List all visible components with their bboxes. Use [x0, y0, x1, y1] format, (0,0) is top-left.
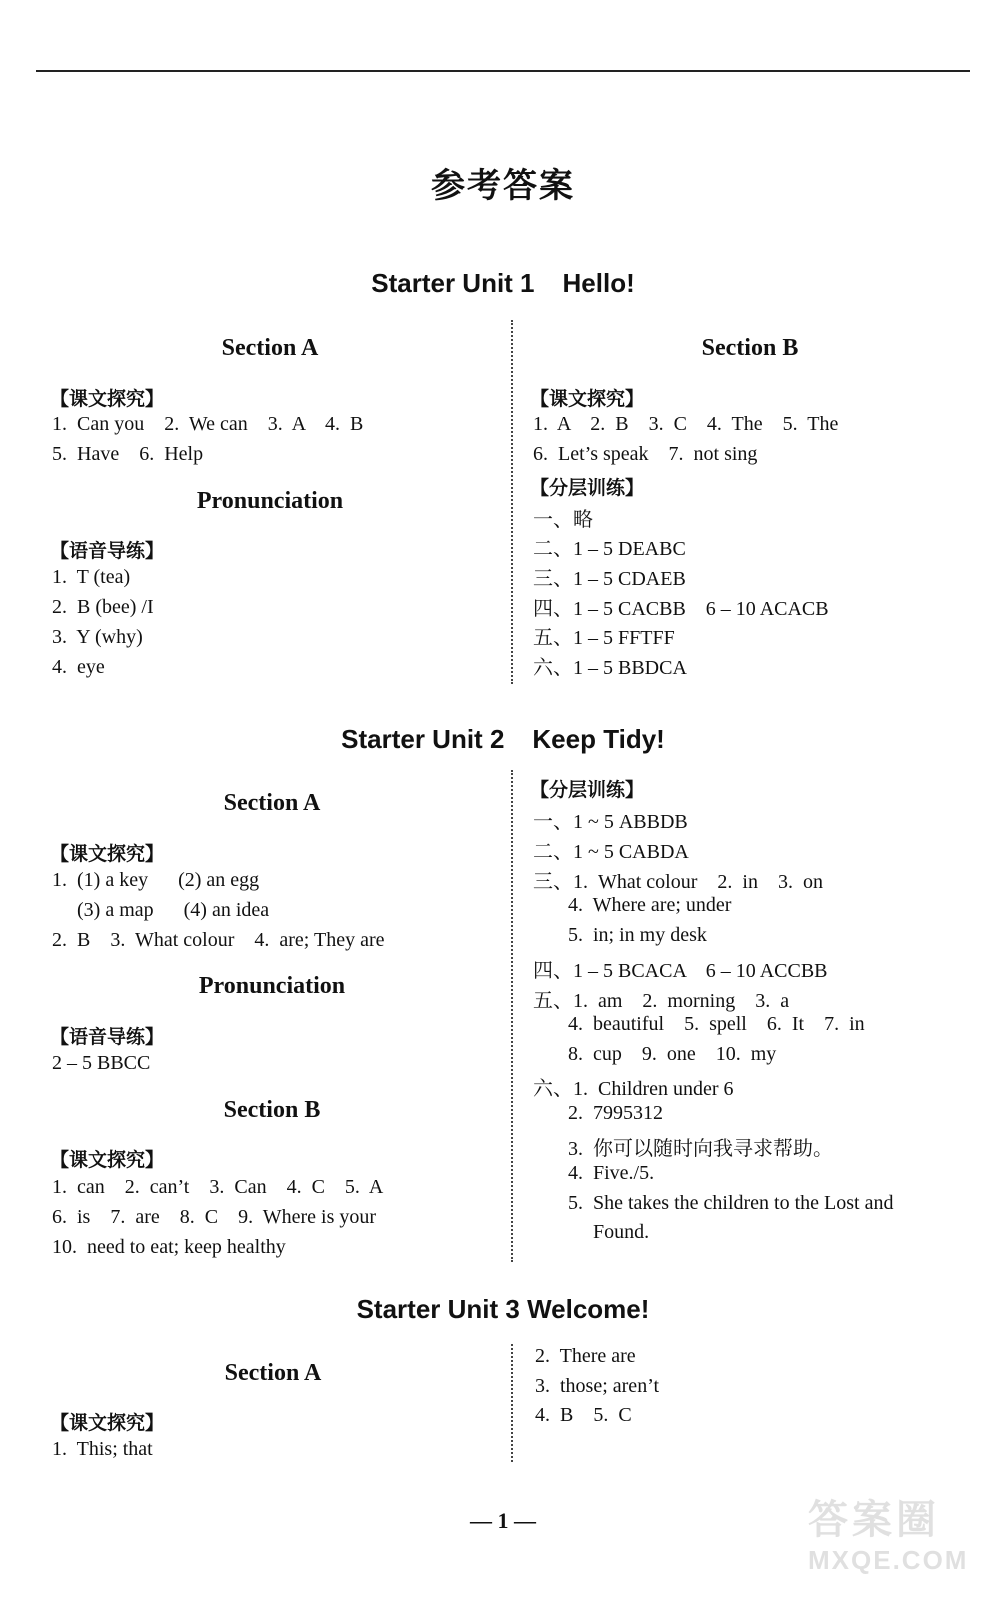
answer-line: 5. She takes the children to the Lost and	[533, 1192, 894, 1214]
answer-line: 2. B (bee) /I	[52, 596, 154, 618]
watermark-url: MXQE.COM	[808, 1545, 969, 1575]
unit1-pronunciation-heading: Pronunciation	[196, 488, 344, 514]
answer-line: 3. 你可以随时向我寻求帮助。	[533, 1138, 833, 1160]
answer-line: 2. There are	[535, 1345, 636, 1367]
unit1-section-b-heading: Section B	[701, 335, 799, 361]
unit2-left-tag-phonetics: 【语音导练】	[50, 1026, 165, 1048]
answer-line: (3) a map (4) an idea	[52, 899, 270, 921]
unit3-title: Starter Unit 3 Welcome!	[356, 1294, 650, 1324]
watermark-logo-text: 答案圈	[808, 1497, 940, 1543]
answer-line: 二、1 ~ 5 CABDA	[533, 841, 689, 863]
unit2-section-b-heading: Section B	[223, 1097, 321, 1123]
unit2-section-a-heading: Section A	[223, 790, 321, 816]
answer-line: 二、1 – 5 DEABC	[533, 538, 686, 560]
answer-line: 六、1 – 5 BBDCA	[533, 657, 687, 679]
answer-line: 6. Let’s speak 7. not sing	[533, 443, 758, 465]
unit2-column-divider	[511, 770, 513, 1262]
answer-line: 四、1 – 5 CACBB 6 – 10 ACACB	[533, 598, 829, 620]
answer-line: 3. those; aren’t	[535, 1375, 660, 1397]
answer-line: 3. Y (why)	[52, 626, 143, 648]
answer-line: 五、1 – 5 FFTFF	[533, 627, 675, 649]
unit2-right-tag-tiered-practice: 【分层训练】	[530, 779, 645, 801]
top-rule	[36, 70, 970, 72]
answer-line: 8. cup 9. one 10. my	[533, 1043, 777, 1065]
unit2-title-number: Starter Unit 2	[341, 724, 505, 754]
answer-line: 1. T (tea)	[52, 566, 131, 588]
answer-line: Found.	[533, 1221, 650, 1243]
answer-line: 4. Where are; under	[533, 894, 732, 916]
unit3-column-divider	[511, 1344, 513, 1462]
answer-line: 1. A 2. B 3. C 4. The 5. The	[533, 413, 839, 435]
unit2-left-tag-text-study-b: 【课文探究】	[50, 1149, 165, 1171]
page-number: — 1 —	[470, 1508, 536, 1533]
answer-line: 六、1. Children under 6	[533, 1078, 734, 1100]
answer-line: 1. Can you 2. We can 3. A 4. B	[52, 413, 364, 435]
answer-line: 2 – 5 BBCC	[52, 1052, 151, 1074]
answer-line: 三、1. What colour 2. in 3. on	[533, 871, 823, 893]
unit1-title-name: Hello!	[562, 268, 635, 298]
unit1-column-divider	[511, 320, 513, 684]
answer-line: 三、1 – 5 CDAEB	[533, 568, 686, 590]
answer-line: 4. beautiful 5. spell 6. It 7. in	[533, 1013, 865, 1035]
answer-line: 1. This; that	[52, 1438, 153, 1460]
answer-line: 四、1 – 5 BCACA 6 – 10 ACCBB	[533, 960, 828, 982]
unit1-right-tag-text-study: 【课文探究】	[530, 388, 645, 410]
page-title: 参考答案	[431, 166, 575, 206]
answer-line: 5. Have 6. Help	[52, 443, 204, 465]
answer-line: 2. 7995312	[533, 1102, 663, 1124]
answer-line: 一、1 ~ 5 ABBDB	[533, 811, 688, 833]
answer-line: 1. (1) a key (2) an egg	[52, 869, 260, 891]
unit1-right-tag-tiered-practice: 【分层训练】	[530, 477, 645, 499]
unit2-pronunciation-heading: Pronunciation	[198, 973, 346, 999]
answer-line: 一、略	[533, 509, 593, 531]
answer-line: 1. can 2. can’t 3. Can 4. C 5. A	[52, 1176, 384, 1198]
answer-line: 2. B 3. What colour 4. are; They are	[52, 929, 385, 951]
answer-line: 6. is 7. are 8. C 9. Where is your	[52, 1206, 377, 1228]
answer-line: 4. Five./5.	[533, 1162, 655, 1184]
unit3-section-a-heading: Section A	[224, 1360, 322, 1386]
unit1-left-tag-phonetics: 【语音导练】	[50, 540, 165, 562]
unit1-title	[0, 268, 1006, 299]
unit1-title-number: Starter Unit 1	[371, 268, 535, 298]
answer-line: 4. eye	[52, 656, 105, 678]
answer-line: 4. B 5. C	[535, 1404, 632, 1426]
unit2-left-tag-text-study: 【课文探究】	[50, 843, 165, 865]
answer-line: 10. need to eat; keep healthy	[52, 1236, 286, 1258]
unit2-title	[0, 724, 1006, 755]
unit3-left-tag-text-study: 【课文探究】	[50, 1412, 165, 1434]
answer-line: 5. in; in my desk	[533, 924, 707, 946]
answer-line: 五、1. am 2. morning 3. a	[533, 990, 790, 1012]
watermark-logo	[808, 1488, 988, 1598]
unit1-left-tag-text-study: 【课文探究】	[50, 388, 165, 410]
unit2-title-name: Keep Tidy!	[532, 724, 665, 754]
unit1-section-a-heading: Section A	[221, 335, 319, 361]
